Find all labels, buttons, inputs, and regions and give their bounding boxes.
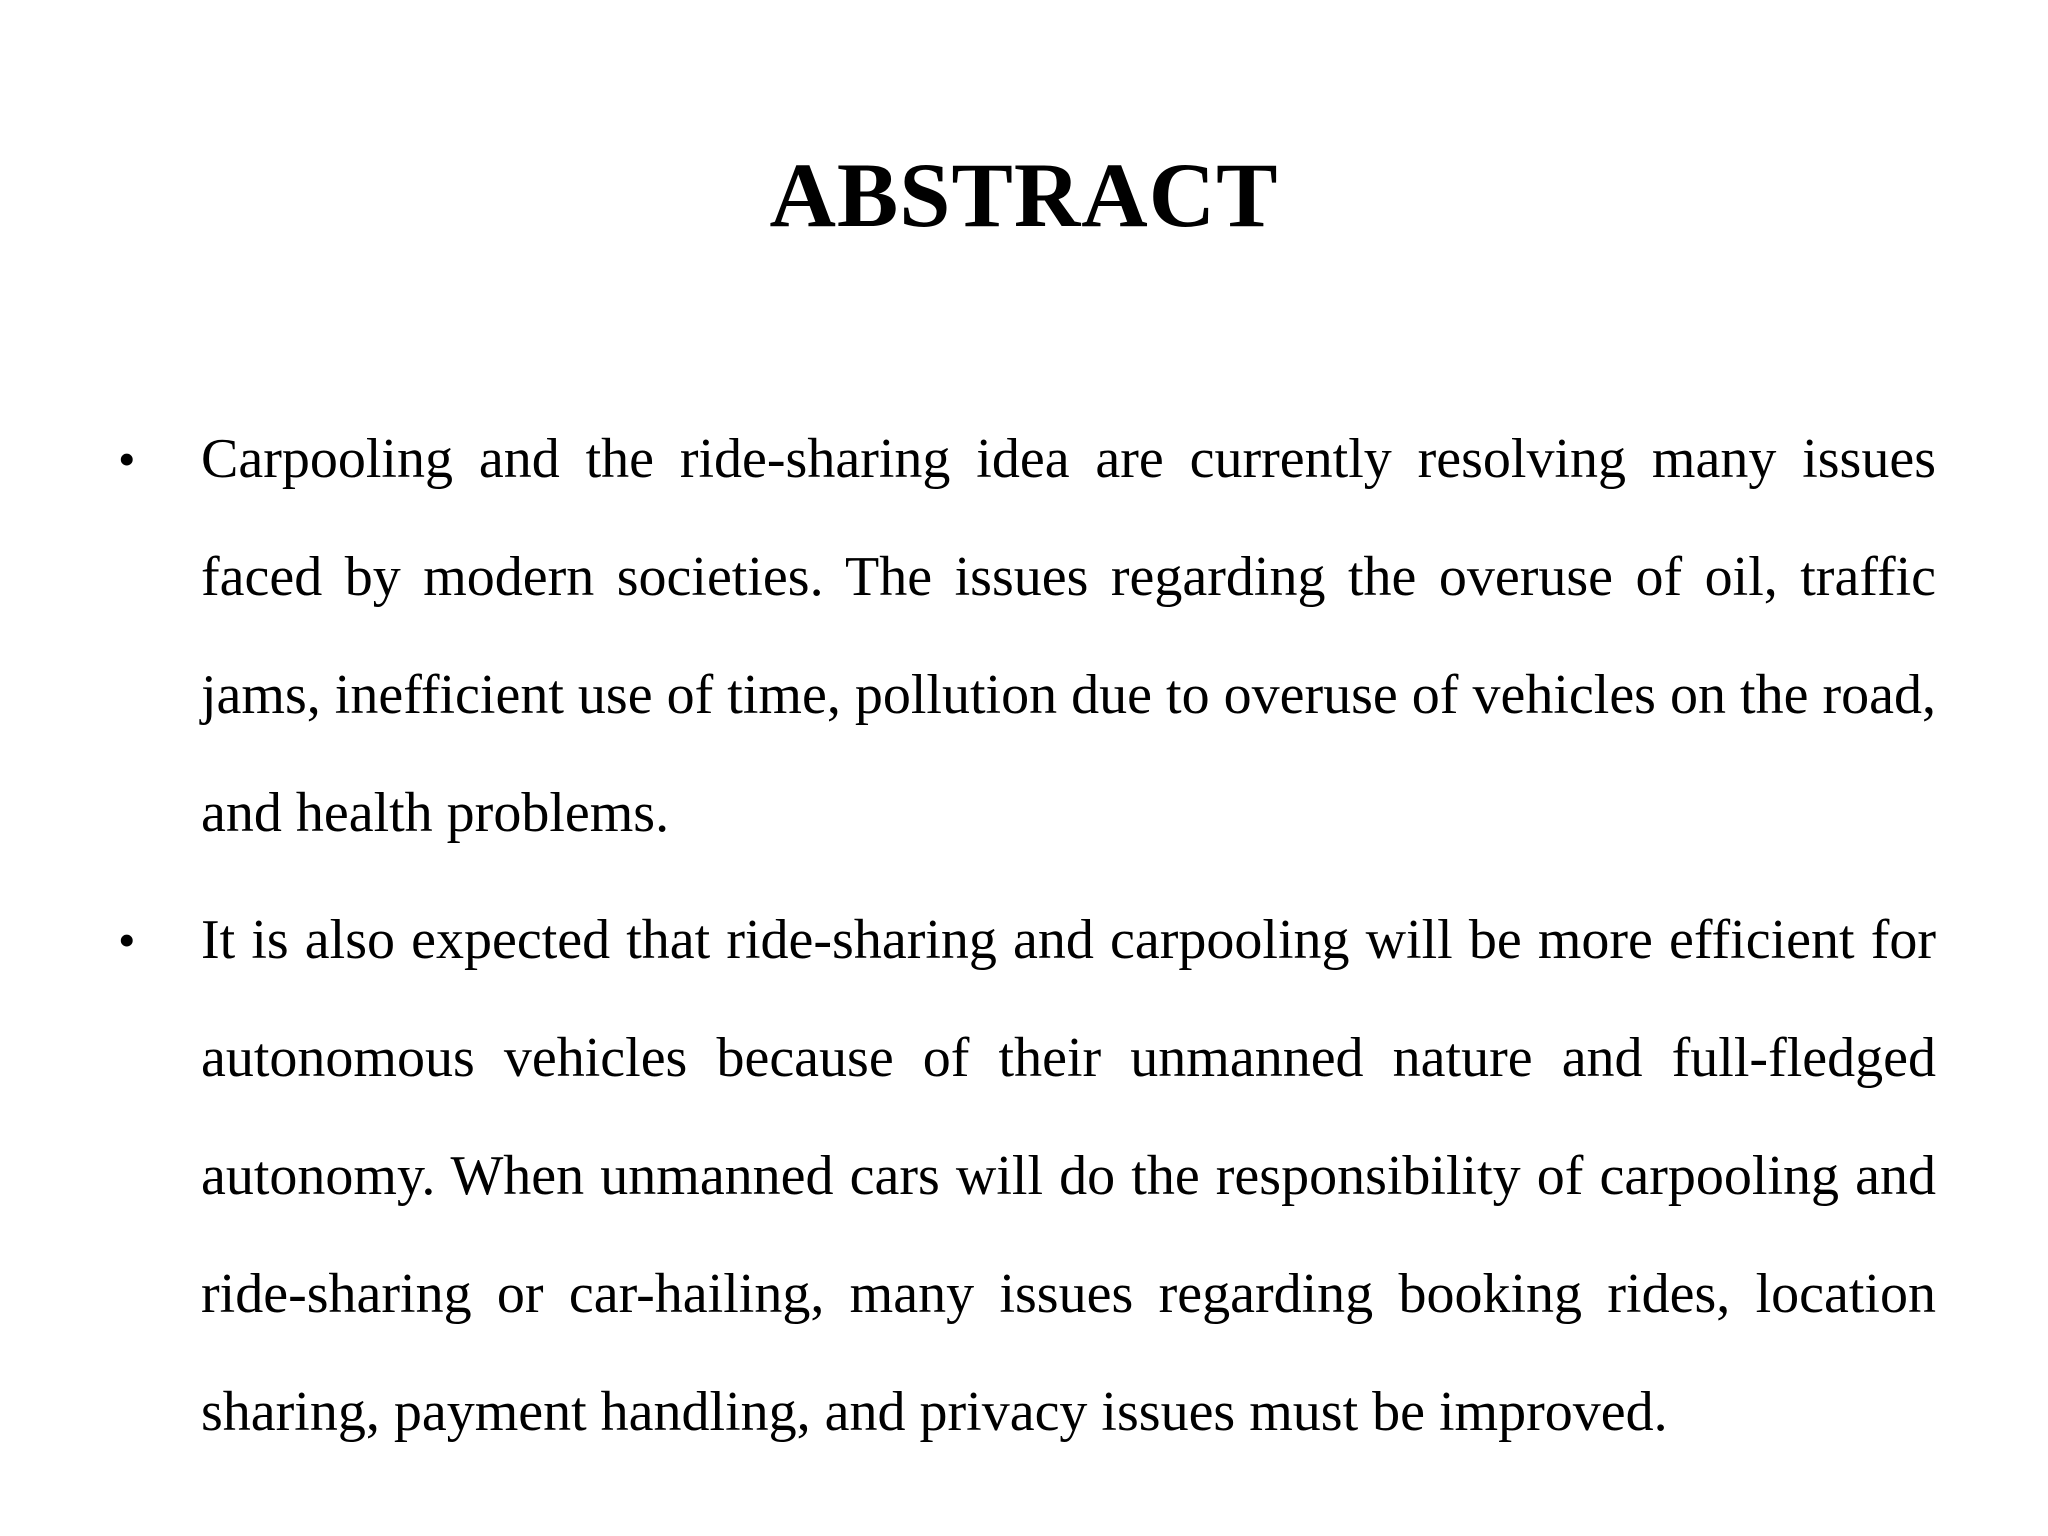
bullet-text: It is also expected that ride-sharing and carpooling will be more efficient for autonomous vehicles because of their unmanned nature and full-fledged autonomy. When unmanned cars will do the responsibility of carpooling and ride-sharing or car-hailing, many issues regarding booking rides, location sharing, payment handling, and privacy issues must be improved.	[201, 909, 1936, 1443]
bullet-dot-icon: •	[118, 431, 136, 487]
slide-title: ABSTRACT	[769, 144, 1279, 246]
bullet-text: Carpooling and the ride-sharing idea are currently resolving many issues faced by modern societies. The issues regarding the overuse of oil, traffic jams, inefficient use of time, pollution due to overuse of vehicles on the road, and health problems.	[201, 428, 1936, 844]
bullet-dot-icon: •	[118, 912, 136, 968]
